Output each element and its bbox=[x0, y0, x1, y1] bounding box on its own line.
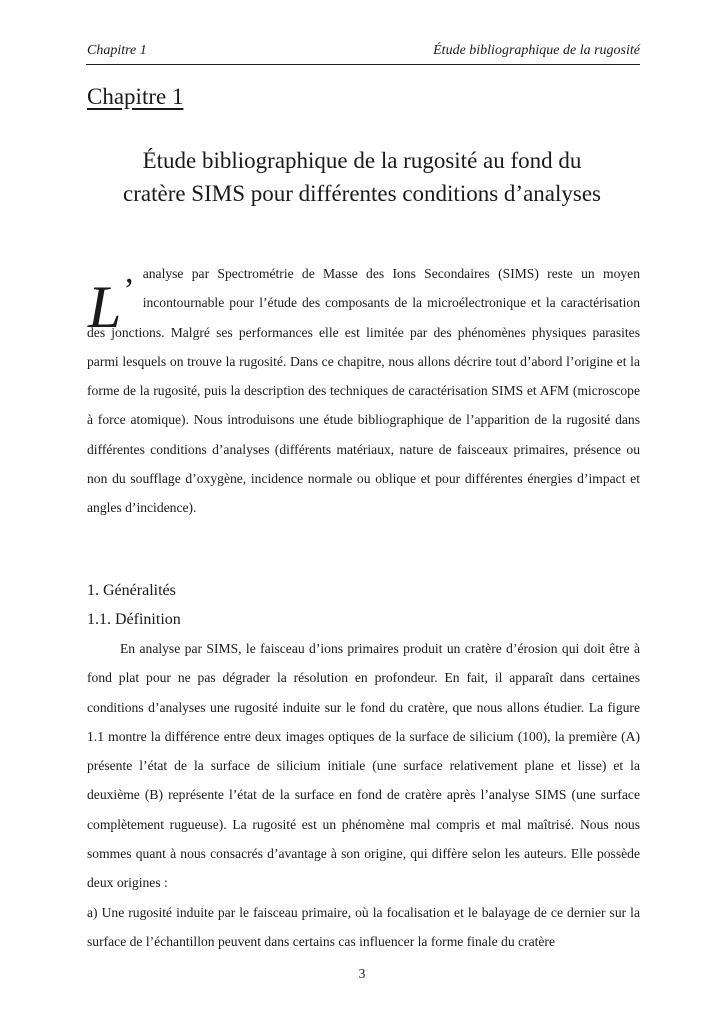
drop-cap bbox=[87, 259, 141, 340]
intro-text: analyse par Spectrométrie de Masse des Ions Secondaires (SIMS) reste un moyen incontournable pour l’étude des composants de la microélectronique et la caractérisation des jonctions. Malgré ses performances elle est limitée par des phénomènes physiques parasites parmi lesquels on trouve la rugosité. Dans ce chapitre, nous allons décrire tout d’abord l’origine et la forme de la rugosité, puis la description des techniques de caractérisation SIMS et AFM (microscope à force atomique). Nous introduisons une étude bibliographique de l’apparition de la rugosité dans différentes conditions d’analyses (différents matériaux, nature de faisceaux primaires, présence ou non du soufflage d’oxygène, incidence normale ou oblique et pour différentes énergies d’impact et angles d’incidence). bbox=[87, 266, 640, 516]
definition-paragraph: En analyse par SIMS, le faisceau d’ions primaires produit un cratère d’érosion qui doit être à fond plat pour ne pas dégrader la résolution en profondeur. En fait, il apparaît dans certaines conditions d’analyses une rugosité induite sur le fond du cratère, que nous allons étudier. La figure 1.1 montre la différence entre deux images optiques de la surface de silicium (100), la première (A) présente l’état de la surface de silicium initiale (une surface relativement plane et lisse) et la deuxième (B) représente l’état de la surface en fond de cratère après l’analyse SIMS (une surface complètement rugueuse). La rugosité est un phénomène mal compris et mal maîtrisé. Nous nous sommes quant à nous consacrés d’avantage à son origine, qui diffère selon les auteurs. Elle possède deux origines : bbox=[87, 641, 640, 891]
chapter-title-line-1: Étude bibliographique de la rugosité au fond du bbox=[142, 148, 582, 173]
intro-paragraph bbox=[87, 259, 640, 523]
chapter-label: Chapitre 1 bbox=[87, 84, 184, 109]
chapter-title bbox=[86, 144, 638, 210]
running-header bbox=[86, 42, 640, 65]
drop-cap-letter: L bbox=[88, 274, 124, 340]
chapter-title-line-2: cratère SIMS pour différentes conditions d’analyses bbox=[123, 181, 601, 206]
section-heading: 1. Généralités bbox=[87, 582, 176, 599]
definition-block bbox=[87, 634, 640, 956]
header-title: Étude bibliographique de la rugosité bbox=[433, 43, 640, 58]
header-chapter: Chapitre 1 bbox=[87, 43, 147, 58]
subsection-heading: 1.1. Définition bbox=[87, 611, 181, 628]
page-number: 3 bbox=[358, 966, 366, 981]
origin-item-a: a) Une rugosité induite par le faisceau primaire, où la focalisation et le balayage de ce dernier sur la surface de l’échantillon peuvent dans certains cas influencer la forme finale du cratère bbox=[87, 904, 640, 949]
drop-cap-apostrophe: ’ bbox=[123, 272, 137, 309]
